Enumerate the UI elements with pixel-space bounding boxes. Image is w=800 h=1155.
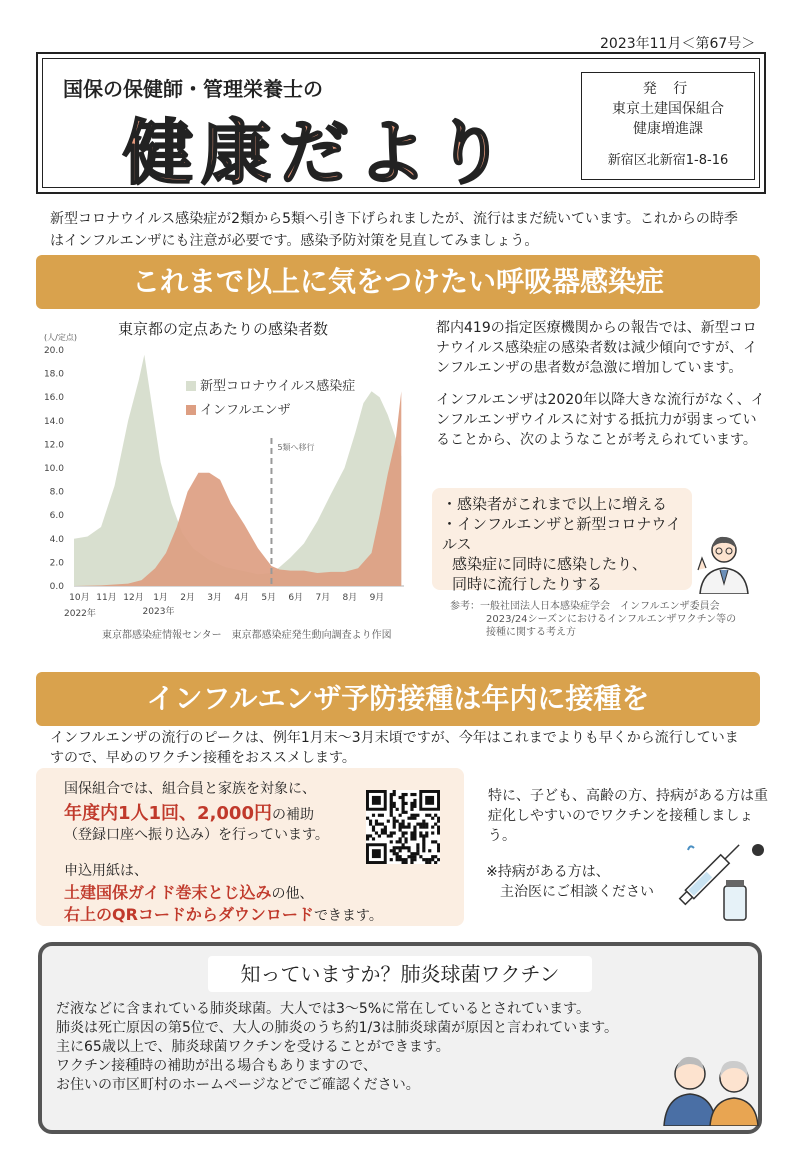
x-tick-label: 5月 (261, 593, 277, 603)
legend-label: インフルエンザ (200, 403, 291, 418)
y-tick-label: 16.0 (43, 393, 64, 404)
y-tick-label: 2.0 (49, 558, 64, 569)
legend-label: 新型コロナウイルス感染症 (200, 379, 356, 394)
chart-ylabel: (人/定点) (44, 333, 77, 342)
chart-x-axis (64, 592, 384, 619)
subsidy-form-location (64, 880, 314, 903)
publisher-address: 新宿区北新宿1-8-16 (607, 153, 729, 168)
risk-group-text: 特に、子ども、高齢の方、持病がある方は重症化しやすいのでワクチンを接種しましょう。 (488, 788, 768, 844)
subsidy-line: （登録口座へ振り込み）を行っています。 (64, 827, 329, 843)
subsidy-line: 申込用紙は、 (64, 863, 148, 879)
x-tick-label: 12月 (123, 593, 144, 603)
publisher-box (581, 72, 755, 180)
legend-swatch (186, 381, 196, 391)
pneumo-line: 肺炎は死亡原因の第5位で、大人の肺炎のうち約1/3は肺炎球菌が原因と言われています。 (56, 1020, 619, 1036)
pneumo-line: お住いの市区町村のホームページなどでご確認ください。 (56, 1077, 420, 1093)
section-banner-flu-vaccine: インフルエンザ予防接種は年内に接種を (36, 672, 760, 726)
chart-title: 東京都の定点あたりの感染者数 (118, 320, 329, 338)
x-tick-label: 3月 (207, 593, 223, 603)
masthead-inner-frame (42, 58, 760, 194)
infection-chart (34, 330, 414, 626)
annotation-label: 5類へ移行 (277, 443, 315, 452)
report-paragraph-1: 都内419の指定医療機関からの報告では、新型コロナウイルス感染症の感染者数は減少傾向ですが、インフルエンザの患者数が急激に増加しています。 (436, 320, 758, 376)
y-tick-label: 8.0 (49, 487, 64, 498)
bullet-item-cont: 同時に流行したりする (452, 575, 603, 593)
chart-legend (186, 378, 355, 418)
x-tick-label: 6月 (288, 593, 304, 603)
note-line: 主治医にご相談ください (500, 884, 654, 900)
report-text (436, 318, 766, 462)
subsidy-download-em: 右上のQRコードからダウンロード (64, 905, 314, 924)
subsidy-amount (64, 799, 314, 825)
risk-bullet-box (432, 488, 692, 593)
elderly-couple-icon (662, 1026, 762, 1126)
issue-number: 2023年11月＜第67号＞ (600, 36, 756, 52)
masthead-subtitle: 国保の保健師・管理栄養士の (63, 77, 323, 101)
x-tick-label: 11月 (96, 593, 117, 603)
doctor-illustration-icon (692, 530, 756, 594)
subsidy-download (64, 902, 383, 925)
y-tick-label: 4.0 (49, 534, 64, 545)
y-tick-label: 6.0 (49, 511, 64, 522)
reference-line: 接種に関する考え方 (486, 627, 576, 638)
bullet-item-cont: 感染症に同時に感染したり、 (452, 555, 648, 573)
legend-swatch (186, 405, 196, 415)
report-paragraph-2: インフルエンザは2020年以降大きな流行がなく、インフルエンザウイルスに対する抵抗力が弱まっていることから、次のようなことが考えられています。 (436, 392, 765, 448)
note-line: ※持病がある方は、 (486, 864, 610, 880)
y-tick-label: 18.0 (43, 369, 64, 380)
x-tick-label: 7月 (315, 593, 331, 603)
year-label: 2023年 (142, 607, 175, 617)
pneumo-line: ワクチン接種時の補助が出る場合もありますので、 (56, 1058, 378, 1074)
subsidy-form-em: 土建国保ガイド巻末とじ込み (64, 883, 272, 902)
subsidy-download-rest: できます。 (313, 908, 383, 924)
y-tick-label: 10.0 (43, 464, 64, 474)
bullet-item: ・インフルエンザと新型コロナウイルス (442, 515, 681, 553)
reference-line: 2023/24シーズンにおけるインフルエンザワクチン等の (486, 614, 737, 625)
subsidy-line: 国保組合では、組合員と家族を対象に、 (64, 781, 316, 797)
bullet-item: ・感染者がこれまで以上に増える (442, 495, 668, 513)
x-tick-label: 1月 (153, 593, 168, 603)
reference-line: 参考：一般社団法人日本感染症学会 インフルエンザ委員会 (450, 601, 720, 612)
syringe-vaccine-icon (668, 836, 768, 928)
x-tick-label: 4月 (234, 593, 250, 603)
y-tick-label: 20.0 (43, 346, 64, 356)
chart-source: 東京都感染症情報センター 東京都感染症発生動向調査より作図 (102, 630, 392, 641)
x-tick-label: 8月 (342, 593, 358, 603)
flu-peak-text: インフルエンザの流行のピークは、例年1月末～3月末頃ですが、今年はこれまでよりも早くから流行していますので、早めのワクチン接種をおススメします。 (50, 730, 739, 766)
pneumo-line: 主に65歳以上で、肺炎球菌ワクチンを受けることができます。 (56, 1039, 450, 1055)
reference-note (450, 600, 770, 639)
y-tick-label: 14.0 (43, 416, 64, 427)
qr-code-icon[interactable] (366, 790, 440, 864)
section-banner-respiratory: これまで以上に気をつけたい呼吸器感染症 (36, 255, 760, 309)
x-tick-label: 9月 (369, 593, 385, 603)
subsidy-amount-em: 年度内1人1回、2,000円 (64, 803, 272, 824)
intro-text: 新型コロナウイルス感染症が2類から5類へ引き下げられましたが、流行はまだ続いています。これからの時季はインフルエンザにも注意が必要です。感染予防対策を見直してみましょう。 (50, 211, 738, 249)
y-tick-label: 0.0 (49, 582, 64, 592)
pneumo-line: だ液などに含まれている肺炎球菌。大人では3～5%に常在しているとされています。 (56, 1001, 590, 1017)
publisher-label: 発 行 (642, 81, 694, 97)
publisher-org: 東京土建国保組合 (612, 101, 724, 117)
year-label: 2022年 (64, 609, 96, 619)
pneumococcal-title: 知っていますか？肺炎球菌ワクチン (208, 956, 592, 992)
publisher-department: 健康増進課 (633, 121, 703, 137)
pneumococcal-vaccine-box (38, 942, 762, 1134)
masthead (36, 52, 766, 194)
subsidy-form-rest: の他、 (271, 886, 314, 902)
newsletter-title: 健康だより (123, 112, 513, 194)
y-tick-label: 12.0 (43, 440, 64, 451)
x-tick-label: 10月 (69, 593, 90, 603)
pneumococcal-text (56, 1000, 696, 1095)
subsidy-amount-rest: の補助 (271, 807, 314, 823)
x-tick-label: 2月 (180, 593, 195, 603)
